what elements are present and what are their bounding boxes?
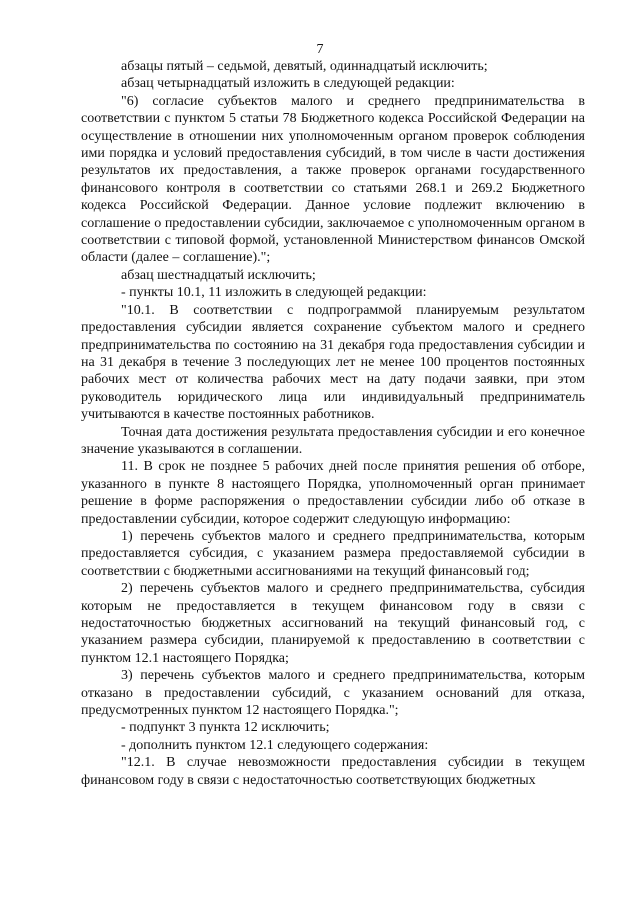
paragraph: - подпункт 3 пункта 12 исключить; xyxy=(121,720,330,736)
page-number: 7 xyxy=(316,42,324,57)
paragraph: 1) перечень субъектов малого и среднего предпринимательства, которым предоставляется субсидия, с указанием размера предоставляемой субсидии в соответствии с бюджетными ассигнованиями на текущий финансовый год; xyxy=(81,528,585,579)
paragraph: 3) перечень субъектов малого и среднего предпринимательства, которым отказано в предоставлении субсидий, с указанием оснований для отказа, предусмотренных пунктом 12 настоящего Порядка."; xyxy=(81,668,585,719)
paragraph: абзац четырнадцатый изложить в следующей редакции: xyxy=(121,76,455,92)
paragraph: 11. В срок не позднее 5 рабочих дней после принятия решения об отборе, указанного в пункте 8 настоящего Порядка, уполномоченный орган принимает решение в форме распоряжения о предоставлении субсидии либо об отказе в предоставлении субсидии, которое содержит следующую информацию: xyxy=(81,459,585,527)
paragraph: абзацы пятый – седьмой, девятый, одиннадцатый исключить; xyxy=(121,59,488,74)
paragraph: - пункты 10.1, 11 изложить в следующей редакции: xyxy=(121,285,427,301)
document-body xyxy=(81,58,585,789)
paragraph: - дополнить пунктом 12.1 следующего содержания: xyxy=(121,737,429,753)
paragraph: Точная дата достижения результата предоставления субсидии и его конечное значение указываются в соглашении. xyxy=(81,424,585,457)
paragraph: "6) согласие субъектов малого и среднего предпринимательства в соответствии с пунктом 5 статьи 78 Бюджетного кодекса Российской Федерации на осуществление в отношении них уполномоченным органом проверок соблюдения ими порядка и условий предоставления субсидий, в том числе в части достижения результатов их предоставления, а также проверок органами государственного финансового контроля в соответствии со статьями 268.1 и 269.2 Бюджетного кодекса Российской Федерации. Данное условие подлежит включению в соглашение о предоставлении субсидии, заключаемое с уполномоченным органом в соответствии с типовой формой, установленной Министерством финансов Омской области (далее – соглашение)."; xyxy=(81,93,585,266)
paragraph: 2) перечень субъектов малого и среднего предпринимательства, субсидия которым не предоставляется в текущем финансовом году в связи с недостаточностью бюджетных ассигнований на текущий финансовый год, с указанием размера субсидии, планируемой к предоставлению в соответствии с пунктом 12.1 настоящего Порядка; xyxy=(81,581,585,666)
paragraph: "10.1. В соответствии с подпрограммой планируемым результатом предоставления субсидии является сохранение субъектом малого и среднего предпринимательства по состоянию на 31 декабря года предоставления субсидии и на 31 декабря в течение 3 последующих лет не менее 100 процентов постоянных рабочих мест от количества рабочих мест на дату подачи заявки, при этом руководитель юридического лица или индивидуальный предприниматель учитываются в качестве постоянных работников. xyxy=(81,302,585,423)
paragraph: "12.1. В случае невозможности предоставления субсидии в текущем финансовом году в связи с недостаточностью соответствующих бюджетных xyxy=(81,755,585,788)
paragraph: абзац шестнадцатый исключить; xyxy=(121,267,316,283)
